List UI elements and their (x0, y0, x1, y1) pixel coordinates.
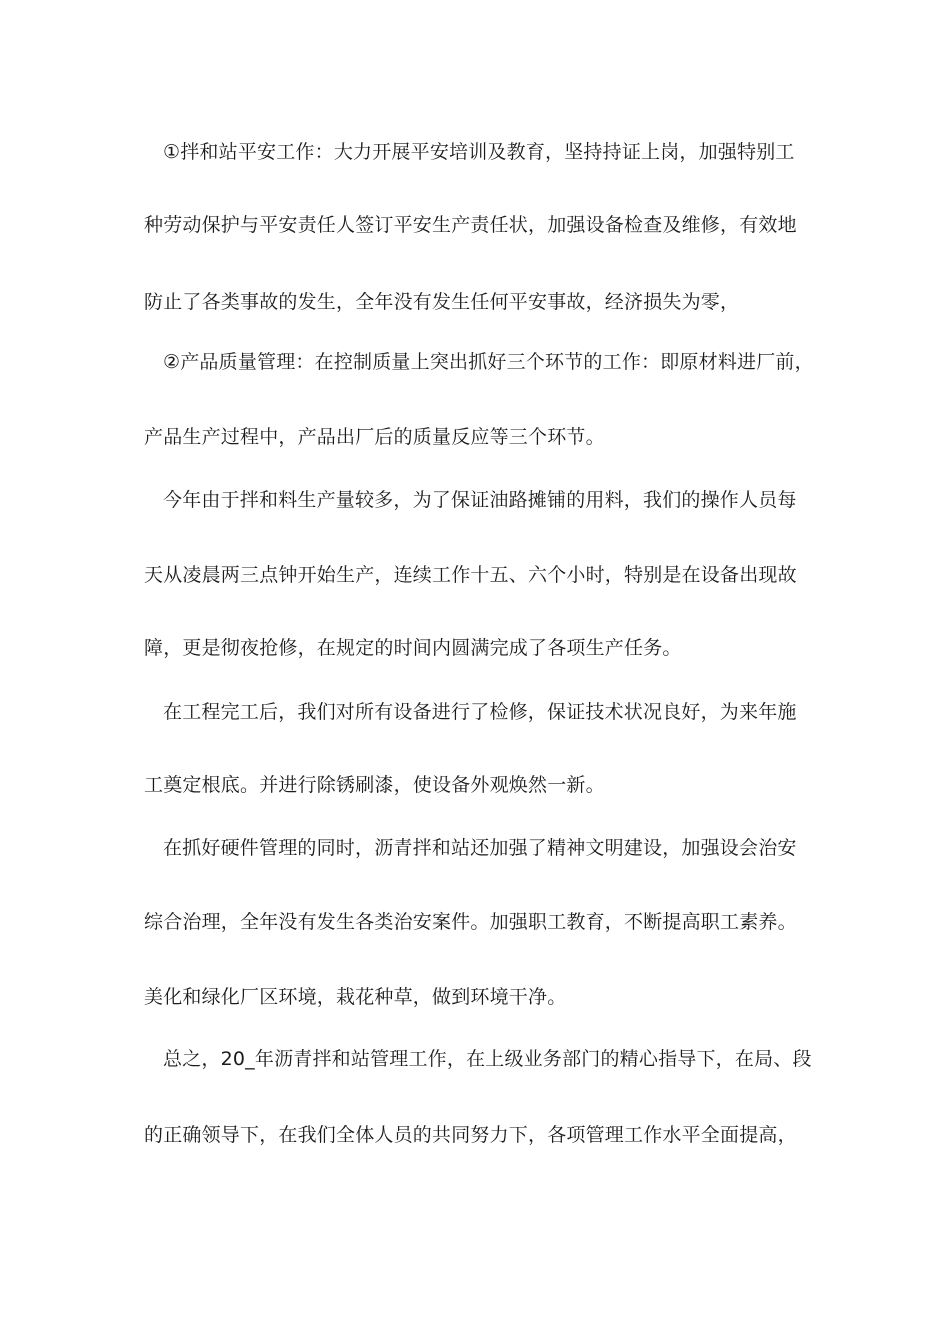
paragraph-line: 在工程完工后，我们对所有设备进行了检修，保证技术状况良好，为来年施 (163, 701, 797, 723)
paragraph-line: ①拌和站平安工作：大力开展平安培训及教育，坚持持证上岗，加强特别工 (163, 141, 795, 163)
paragraph-line: 种劳动保护与平安责任人签订平安生产责任状，加强设备检查及维修，有效地 (144, 214, 797, 236)
paragraph-line: 总之，20_年沥青拌和站管理工作，在上级业务部门的精心指导下，在局、段 (163, 1048, 812, 1070)
paragraph-line: 防止了各类事故的发生，全年没有发生任何平安事故，经济损失为零， (144, 291, 740, 313)
paragraph-line: 天从凌晨两三点钟开始生产，连续工作十五、六个小时，特别是在设备出现故 (144, 564, 797, 586)
paragraph-line: 在抓好硬件管理的同时，沥青拌和站还加强了精神文明建设，加强设会治安 (163, 837, 797, 859)
paragraph-line: 综合治理，全年没有发生各类治安案件。加强职工教育，不断提高职工素养。 (144, 911, 797, 933)
paragraph-line: 障，更是彻夜抢修，在规定的时间内圆满完成了各项生产任务。 (144, 637, 682, 659)
paragraph-line: 美化和绿化厂区环境，栽花种草，做到环境干净。 (144, 986, 567, 1008)
paragraph-line: 今年由于拌和料生产量较多，为了保证油路摊铺的用料，我们的操作人员每 (163, 489, 797, 511)
paragraph-line: 工奠定根底。并进行除锈刷漆，使设备外观焕然一新。 (144, 774, 605, 796)
paragraph-line: ②产品质量管理：在控制质量上突出抓好三个环节的工作：即原材料进厂前， (163, 351, 814, 373)
paragraph-line: 的正确领导下，在我们全体人员的共同努力下，各项管理工作水平全面提高， (144, 1124, 797, 1146)
paragraph-line: 产品生产过程中，产品出厂后的质量反应等三个环节。 (144, 426, 605, 448)
